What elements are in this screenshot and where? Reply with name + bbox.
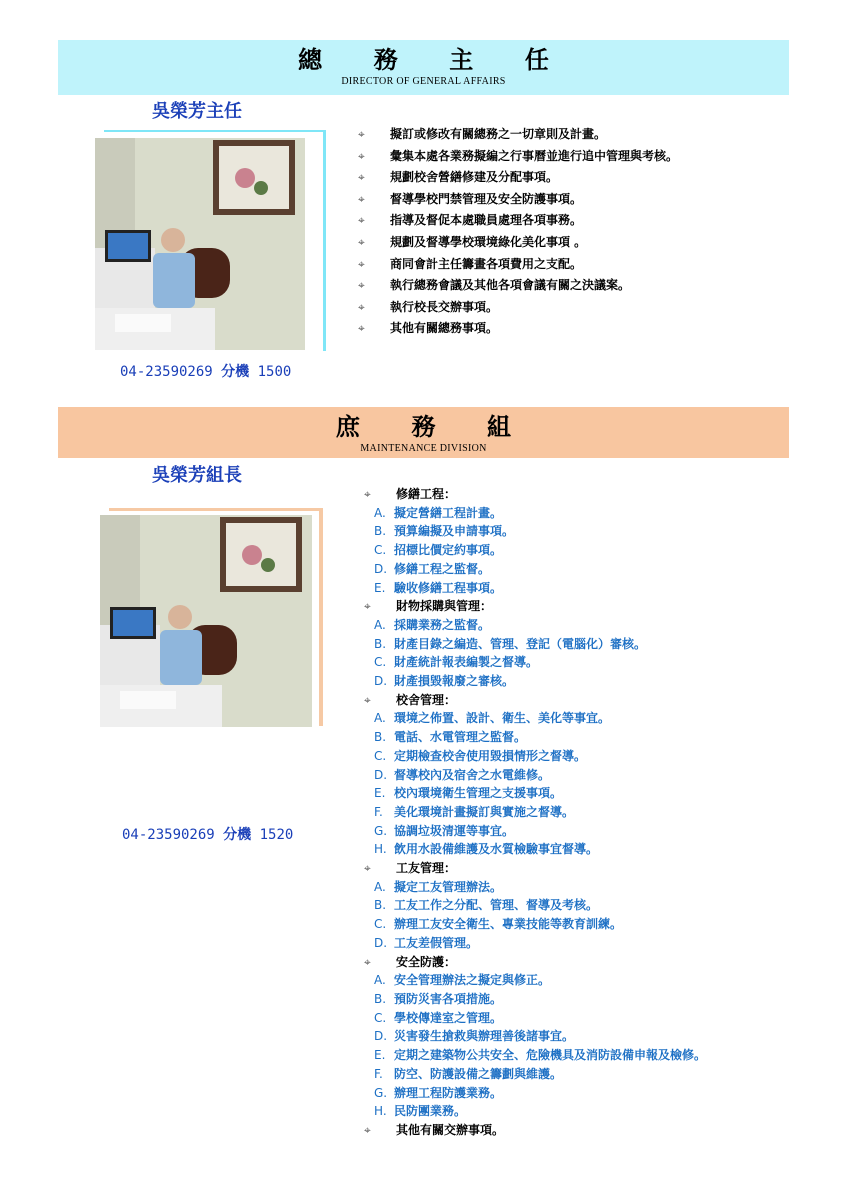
duty-subitem-text: 防空、防護設備之籌劃與維護。 <box>394 1066 563 1081</box>
duty-subitem-text: 採購業務之監督。 <box>394 617 491 632</box>
crosshair-bullet-icon: ⌖ <box>364 954 371 969</box>
duty-category <box>364 859 706 878</box>
duty-subitem <box>364 803 706 822</box>
duty-subitem-letter: C. <box>374 1010 387 1025</box>
duty-subitem <box>364 896 706 915</box>
duty-subitem-text: 美化環境計畫擬訂與實施之督導。 <box>394 804 575 819</box>
duty-subitem-letter: B. <box>374 898 387 913</box>
duty-subitem-letter: A. <box>374 973 386 988</box>
duty-subitem-text: 驗收修繕工程事項。 <box>394 580 503 595</box>
director-banner <box>58 40 789 95</box>
duty-subitem <box>364 784 706 803</box>
duty-item <box>358 189 678 211</box>
crosshair-bullet-icon: ⌖ <box>358 127 365 141</box>
duty-category <box>364 485 706 504</box>
duty-subitem-letter: A. <box>374 879 386 894</box>
duty-subitem-letter: F. <box>374 1066 383 1081</box>
duty-subitem-letter: B. <box>374 730 387 745</box>
crosshair-bullet-icon: ⌖ <box>364 599 371 614</box>
crosshair-bullet-icon: ⌖ <box>364 487 371 501</box>
duty-subitem-text: 定期檢查校舍使用毀損情形之督導。 <box>394 748 587 763</box>
duty-item <box>358 297 678 319</box>
duty-subitem <box>364 766 706 785</box>
duty-subitem-letter: G. <box>374 1085 388 1100</box>
duty-subitem-text: 定期之建築物公共安全、危險機具及消防設備申報及檢修。 <box>394 1048 707 1063</box>
duty-subitem-text: 飲用水設備維護及水質檢驗事宜督導。 <box>394 842 599 857</box>
maintenance-banner <box>58 407 789 458</box>
duty-subitem <box>364 635 706 654</box>
duty-subitem <box>364 672 706 691</box>
duty-subitem-text: 財產損毀報廢之審核。 <box>394 674 515 689</box>
duty-text: 規劃校舍營繕修建及分配事項。 <box>390 170 559 185</box>
duty-subitem-letter: C. <box>374 655 387 670</box>
duty-subitem <box>364 1084 706 1103</box>
crosshair-bullet-icon: ⌖ <box>358 234 365 249</box>
duty-subitem <box>364 1009 706 1028</box>
duty-subitem-letter: B. <box>374 991 387 1006</box>
duty-subitem <box>364 616 706 635</box>
duty-subitem-text: 修繕工程之監督。 <box>394 561 491 576</box>
duty-category <box>364 691 706 710</box>
duty-subitem <box>364 915 706 934</box>
duty-subitem <box>364 579 706 598</box>
duty-subitem <box>364 934 706 953</box>
crosshair-bullet-icon: ⌖ <box>358 321 365 336</box>
maintenance-title: 庶 務 組 <box>335 412 533 441</box>
duty-subitem-text: 擬定營繕工程計畫。 <box>394 505 503 520</box>
duty-item <box>358 318 678 340</box>
duty-text: 執行總務會議及其他各項會議有關之決議案。 <box>390 278 631 293</box>
duty-subitem-letter: G. <box>374 823 388 838</box>
duty-subitem-letter: B. <box>374 636 387 651</box>
duty-category <box>364 1121 706 1140</box>
duty-category <box>364 953 706 972</box>
maintenance-duties-list <box>364 485 706 1140</box>
duty-item <box>358 167 678 189</box>
duty-category-label: 工友管理： <box>396 861 457 876</box>
section-chief-phone <box>122 824 293 844</box>
duty-subitem-letter: D. <box>374 674 388 689</box>
duty-subitem-letter: D. <box>374 561 388 576</box>
duty-item <box>358 210 678 232</box>
duty-subitem-text: 預防災害各項措施。 <box>394 991 503 1006</box>
duty-subitem <box>364 522 706 541</box>
duty-subitem-text: 電話、水電管理之監督。 <box>394 730 527 745</box>
duty-subitem-letter: A. <box>374 711 386 726</box>
duty-subitem-text: 工友差假管理。 <box>394 935 479 950</box>
duty-subitem-letter: C. <box>374 543 387 558</box>
duty-subitem-text: 預算編擬及申請事項。 <box>394 524 515 539</box>
duty-subitem-text: 財產目錄之編造、管理、登記（電腦化）審核。 <box>394 636 647 651</box>
duty-subitem-letter: E. <box>374 786 386 801</box>
duty-text: 執行校長交辦事項。 <box>390 299 499 314</box>
duty-text: 彙集本處各業務擬編之行事曆並進行追中管理與考核。 <box>390 148 679 163</box>
duty-item <box>358 275 678 297</box>
crosshair-bullet-icon: ⌖ <box>358 170 365 185</box>
duty-subitem-text: 校內環境衛生管理之支援事項。 <box>394 786 563 801</box>
maintenance-subtitle: MAINTENANCE DIVISION <box>360 443 487 454</box>
duty-subitem-letter: C. <box>374 917 387 932</box>
duty-subitem-text: 督導校內及宿舍之水電維修。 <box>394 767 551 782</box>
duty-subitem-letter: E. <box>374 1048 386 1063</box>
duty-subitem-letter: A. <box>374 617 386 632</box>
duty-subitem <box>364 822 706 841</box>
duty-category-label: 修繕工程： <box>396 487 457 501</box>
duty-subitem <box>364 1027 706 1046</box>
director-subtitle: DIRECTOR OF GENERAL AFFAIRS <box>341 76 506 87</box>
duty-item <box>358 124 678 146</box>
duty-subitem-letter: D. <box>374 1029 388 1044</box>
duty-category-label: 其他有關交辦事項。 <box>396 1122 505 1137</box>
director-duties-list <box>358 124 678 340</box>
duty-text: 其他有關總務事項。 <box>390 321 499 336</box>
duty-subitem-text: 協調垃圾清運等事宜。 <box>394 823 515 838</box>
duty-subitem-letter: A. <box>374 505 386 520</box>
duty-text: 督導學校門禁管理及安全防護事項。 <box>390 191 583 206</box>
duty-subitem-letter: B. <box>374 524 387 539</box>
director-name: 吳榮芳主任 <box>152 101 242 122</box>
crosshair-bullet-icon: ⌖ <box>358 299 365 314</box>
duty-subitem-letter: H. <box>374 842 387 857</box>
duty-subitem <box>364 840 706 859</box>
director-phone <box>120 361 291 381</box>
crosshair-bullet-icon: ⌖ <box>364 1122 371 1137</box>
phone-number: 04-23590269 <box>120 364 213 380</box>
duty-text: 擬訂或修改有關總務之一切章則及計畫。 <box>390 127 607 141</box>
crosshair-bullet-icon: ⌖ <box>358 256 365 271</box>
duty-subitem-text: 工友工作之分配、管理、督導及考核。 <box>394 898 599 913</box>
duty-subitem <box>364 560 706 579</box>
duty-subitem-letter: D. <box>374 767 388 782</box>
duty-subitem <box>364 653 706 672</box>
duty-subitem <box>364 504 706 523</box>
duty-subitem-text: 招標比價定約事項。 <box>394 543 503 558</box>
phone-ext-label: 分機 <box>221 364 250 380</box>
duty-subitem <box>364 971 706 990</box>
duty-subitem <box>364 1046 706 1065</box>
duty-subitem-text: 辦理工友安全衛生、專業技能等教育訓練。 <box>394 917 623 932</box>
crosshair-bullet-icon: ⌖ <box>358 191 365 206</box>
duty-category <box>364 597 706 616</box>
crosshair-bullet-icon: ⌖ <box>364 861 371 876</box>
phone-ext: 1520 <box>259 827 294 843</box>
duty-subitem-letter: C. <box>374 748 387 763</box>
duty-subitem <box>364 728 706 747</box>
crosshair-bullet-icon: ⌖ <box>358 213 365 228</box>
crosshair-bullet-icon: ⌖ <box>364 692 371 707</box>
duty-text: 商同會計主任籌畫各項費用之支配。 <box>390 256 583 271</box>
duty-subitem-text: 環境之佈置、設計、衛生、美化等事宜。 <box>394 711 611 726</box>
phone-ext: 1500 <box>257 364 292 380</box>
duty-item <box>358 254 678 276</box>
duty-subitem-text: 財產統計報表編製之督導。 <box>394 655 539 670</box>
duty-text: 指導及督促本處職員處理各項事務。 <box>390 213 583 228</box>
duty-subitem-letter: D. <box>374 935 388 950</box>
duty-subitem-text: 擬定工友管理辦法。 <box>394 879 503 894</box>
duty-subitem-letter: H. <box>374 1104 387 1119</box>
phone-number: 04-23590269 <box>122 827 215 843</box>
phone-ext-label: 分機 <box>223 827 252 843</box>
duty-subitem-letter: E. <box>374 580 386 595</box>
duty-subitem-text: 辦理工程防護業務。 <box>394 1085 503 1100</box>
duty-subitem <box>364 747 706 766</box>
duty-subitem <box>364 709 706 728</box>
director-title: 總 務 主 任 <box>298 45 571 74</box>
crosshair-bullet-icon: ⌖ <box>358 148 365 163</box>
duty-subitem-text: 災害發生搶救與辦理善後諸事宜。 <box>394 1029 575 1044</box>
duty-category-label: 校舍管理： <box>396 692 457 707</box>
duty-category-label: 財物採購與管理： <box>396 599 493 614</box>
duty-item <box>358 146 678 168</box>
duty-subitem <box>364 541 706 560</box>
duty-subitem-letter: F. <box>374 804 383 819</box>
duty-subitem <box>364 878 706 897</box>
crosshair-bullet-icon: ⌖ <box>358 278 365 293</box>
duty-subitem-text: 民防團業務。 <box>394 1104 467 1119</box>
section-chief-photo <box>100 515 312 727</box>
duty-subitem-text: 安全管理辦法之擬定與修正。 <box>394 973 551 988</box>
duty-subitem <box>364 990 706 1009</box>
duty-subitem <box>364 1102 706 1121</box>
duty-text: 規劃及督導學校環境綠化美化事項 。 <box>390 234 587 249</box>
duty-category-label: 安全防護： <box>396 954 457 969</box>
duty-subitem-text: 學校傳達室之管理。 <box>394 1010 503 1025</box>
duty-subitem <box>364 1065 706 1084</box>
director-photo <box>95 138 305 350</box>
duty-item <box>358 232 678 254</box>
section-chief-name: 吳榮芳組長 <box>152 465 242 486</box>
